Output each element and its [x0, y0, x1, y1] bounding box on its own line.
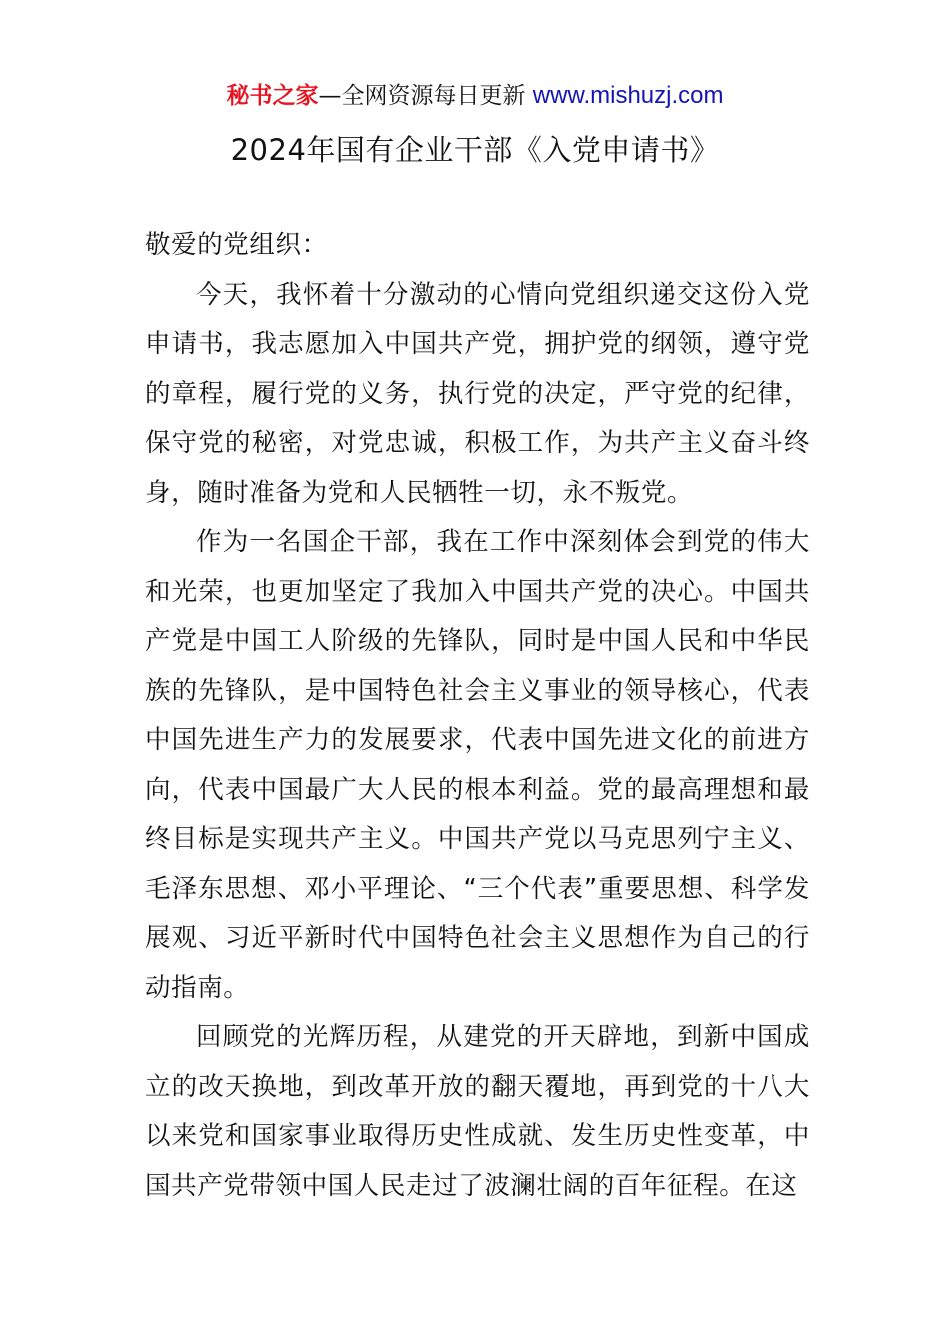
salutation: 敬爱的党组织：	[145, 230, 328, 260]
paragraph: 今天，我怀着十分激动的心情向党组织递交这份入党申请书，我志愿加入中国共产党，拥护党的纲领，遵守党的章程，履行党的义务，执行党的决定，严守党的纪律，保守党的秘密，对党忠诚，积极工作，为共产主义奋斗终身，随时准备为党和人民牺牲一切，永不叛党。	[145, 279, 810, 508]
site-brand: 秘书之家	[226, 83, 319, 109]
paragraph: 回顾党的光辉历程，从建党的开天辟地，到新中国成立的改天换地，到改革开放的翻天覆地，再到党的十八大以来党和国家事业取得历史性成就、发生历史性变革，中国共产党带领中国人民走过了波澜壮阔的百年征程。在这	[145, 1022, 810, 1201]
site-tagline: 全网资源每日更新	[341, 83, 526, 109]
paragraph: 作为一名国企干部，我在工作中深刻体会到党的伟大和光荣，也更加坚定了我加入中国共产党的决心。中国共产党是中国工人阶级的先锋队，同时是中国人民和中华民族的先锋队，是中国特色社会主义事业的领导核心，代表中国先进生产力的发展要求，代表中国先进文化的前进方向，代表中国最广大人民的根本利益。党的最高理想和最终目标是实现共产主义。中国共产党以马克思列宁主义、毛泽东思想、邓小平理论、“三个代表”重要思想、科学发展观、习近平新时代中国特色社会主义思想作为自己的行动指南。	[145, 527, 810, 1003]
header-separator: —	[318, 83, 342, 109]
document-title: 2024年国有企业干部《入党申请书》	[230, 133, 720, 167]
site-header	[0, 78, 950, 114]
document-body	[145, 221, 810, 1211]
site-url-link[interactable]: www.mishuzj.com	[532, 82, 724, 109]
